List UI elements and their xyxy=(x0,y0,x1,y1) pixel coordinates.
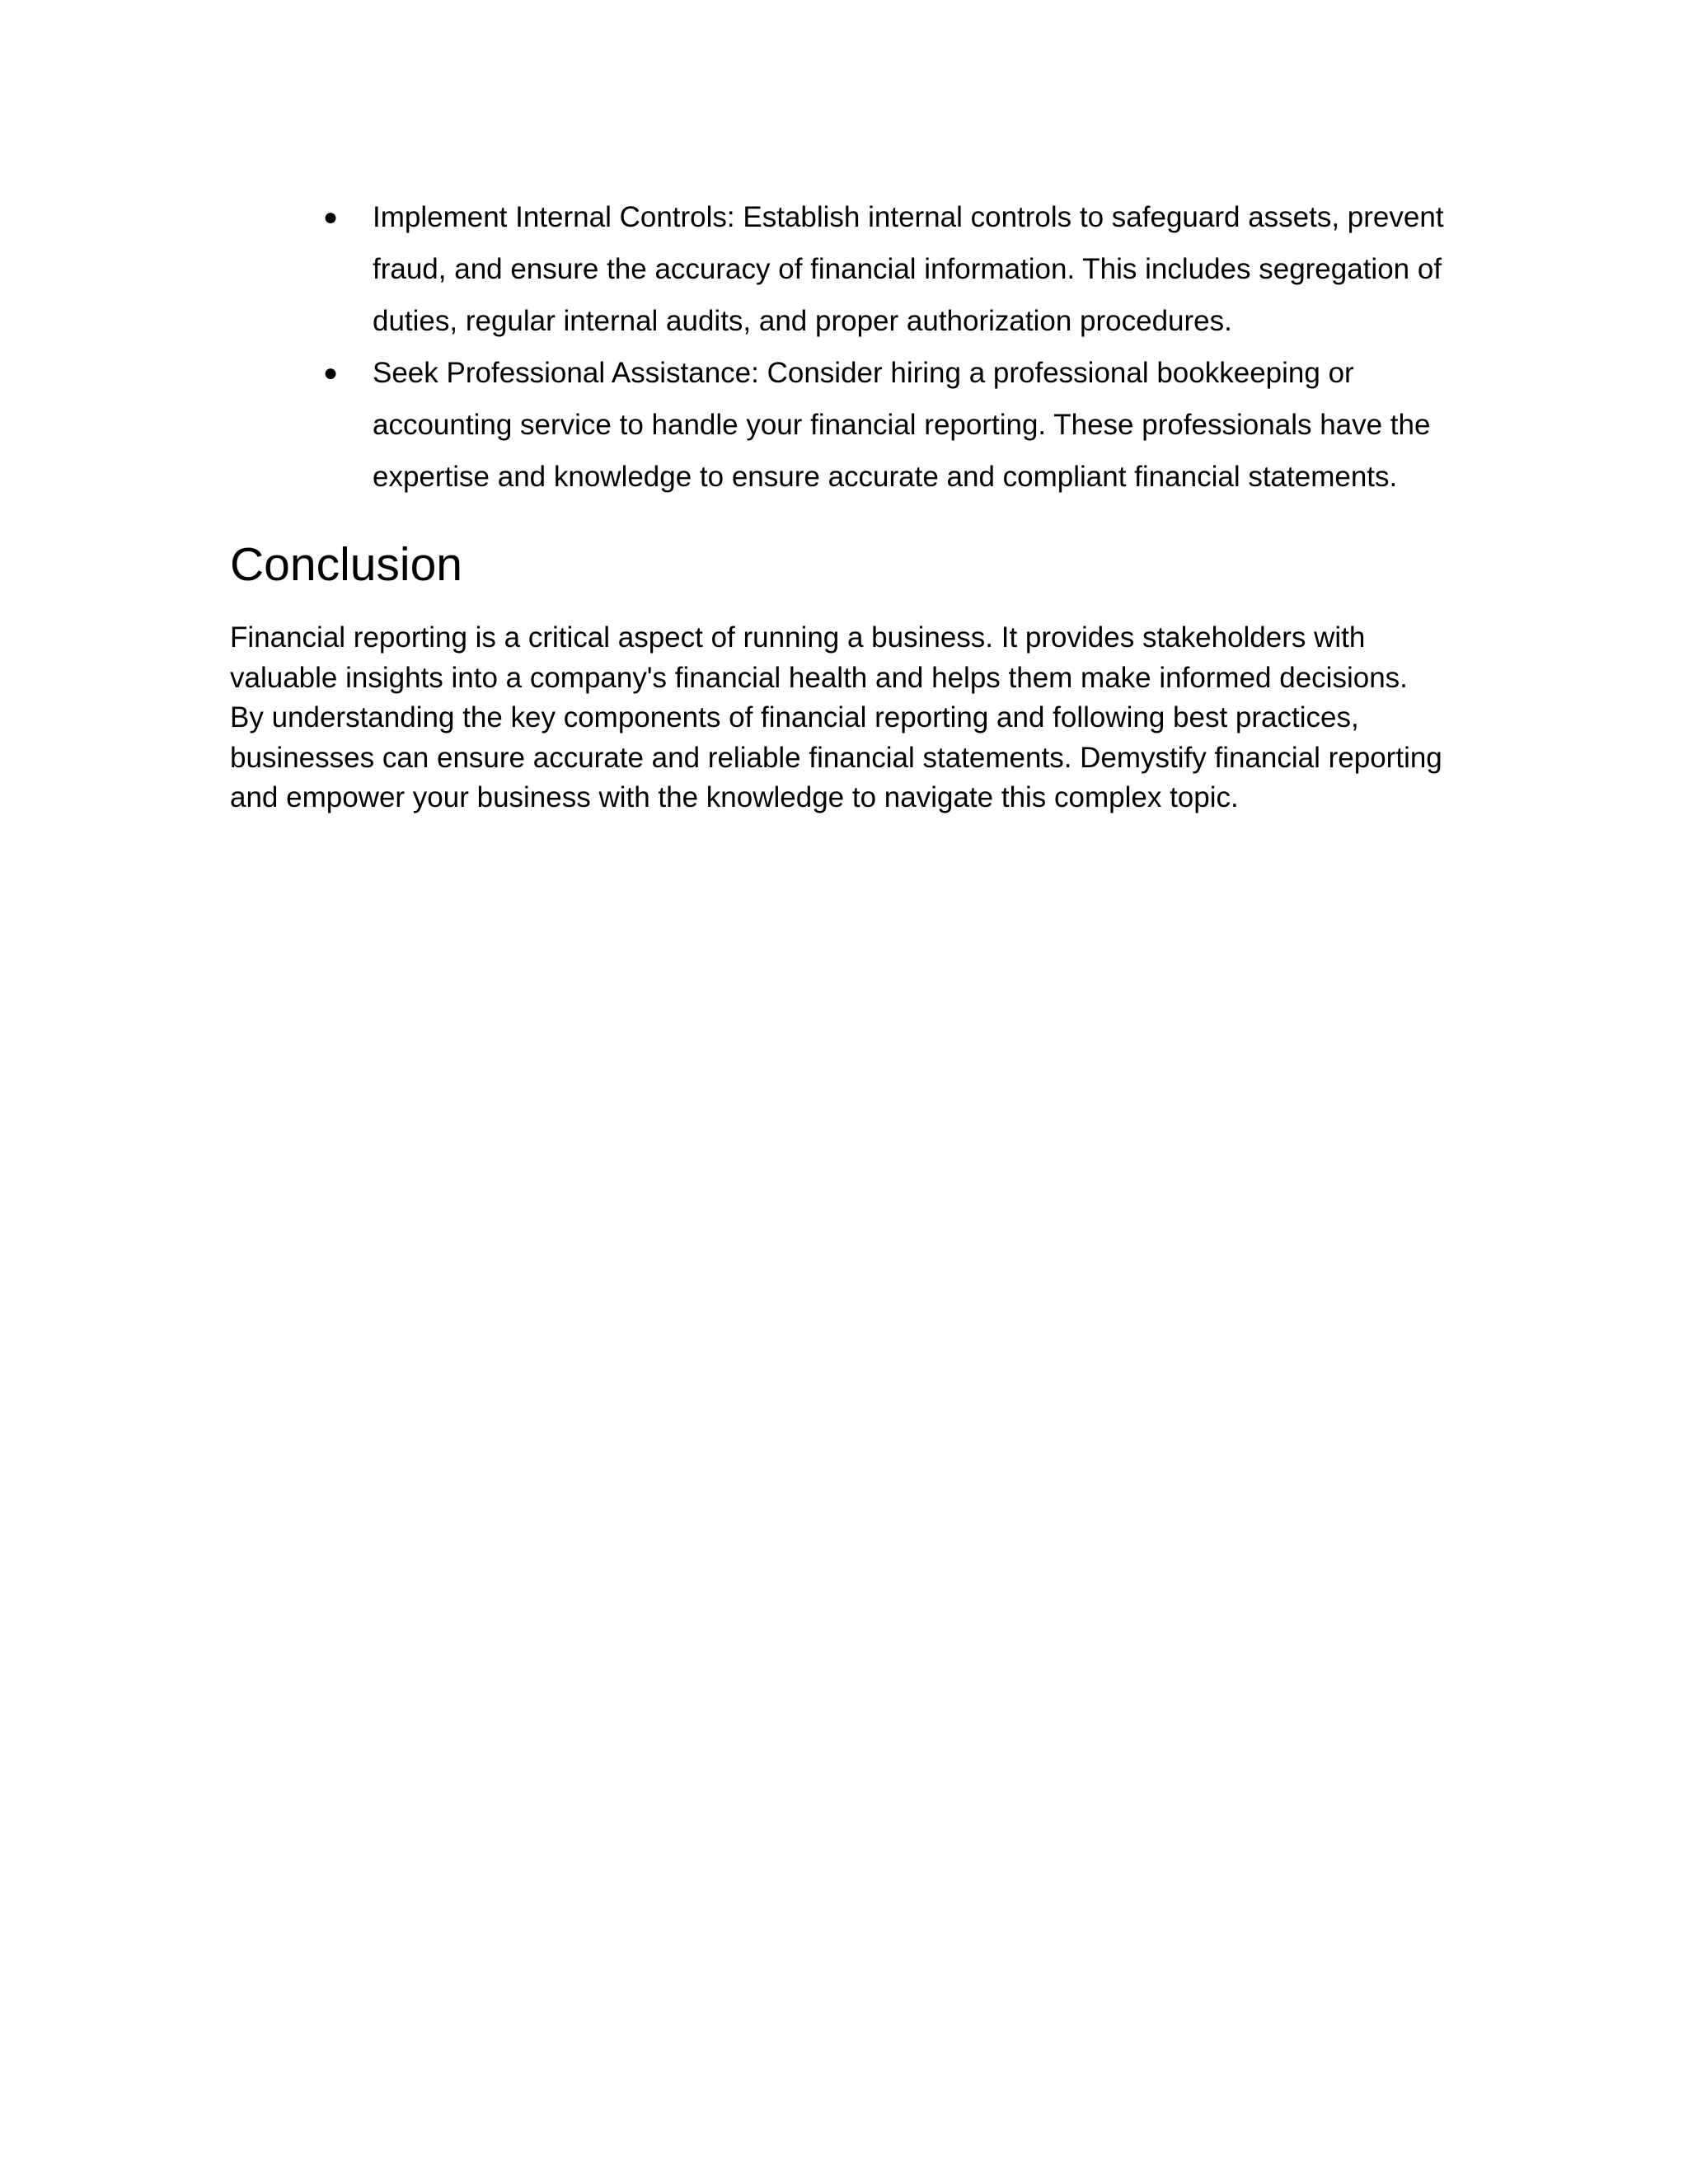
bullet-list xyxy=(230,191,1458,503)
conclusion-paragraph xyxy=(230,618,1458,818)
bullet-icon: ● xyxy=(323,359,339,387)
paragraph-line: and empower your business with the knowledge to navigate this complex topic. xyxy=(230,781,1239,813)
list-item-text: Seek Professional Assistance: Consider hiring a professional bookkeeping or accounting service to handle your financial reporting. These professionals have the expertise and knowledge to ensure accurate and compliant financial statements. xyxy=(373,357,1431,493)
paragraph-line: valuable insights into a company's financial health and helps them make informed decisions. xyxy=(230,661,1408,694)
page-content xyxy=(230,191,1458,818)
paragraph-line: Financial reporting is a critical aspect of running a business. It provides stakeholders with xyxy=(230,621,1366,654)
paragraph-line: By understanding the key components of financial reporting and following best practices, xyxy=(230,701,1359,733)
bullet-icon: ● xyxy=(323,204,339,231)
list-item xyxy=(230,347,1458,503)
list-item-text: Implement Internal Controls: Establish internal controls to safeguard assets, prevent fraud, and ensure the accuracy of financial information. This includes segregation of duties, regular internal audits, and proper authorization procedures. xyxy=(373,201,1444,337)
list-item xyxy=(230,191,1458,347)
paragraph-line: businesses can ensure accurate and reliable financial statements. Demystify financial reporting xyxy=(230,741,1442,774)
section-heading: Conclusion xyxy=(230,538,462,591)
